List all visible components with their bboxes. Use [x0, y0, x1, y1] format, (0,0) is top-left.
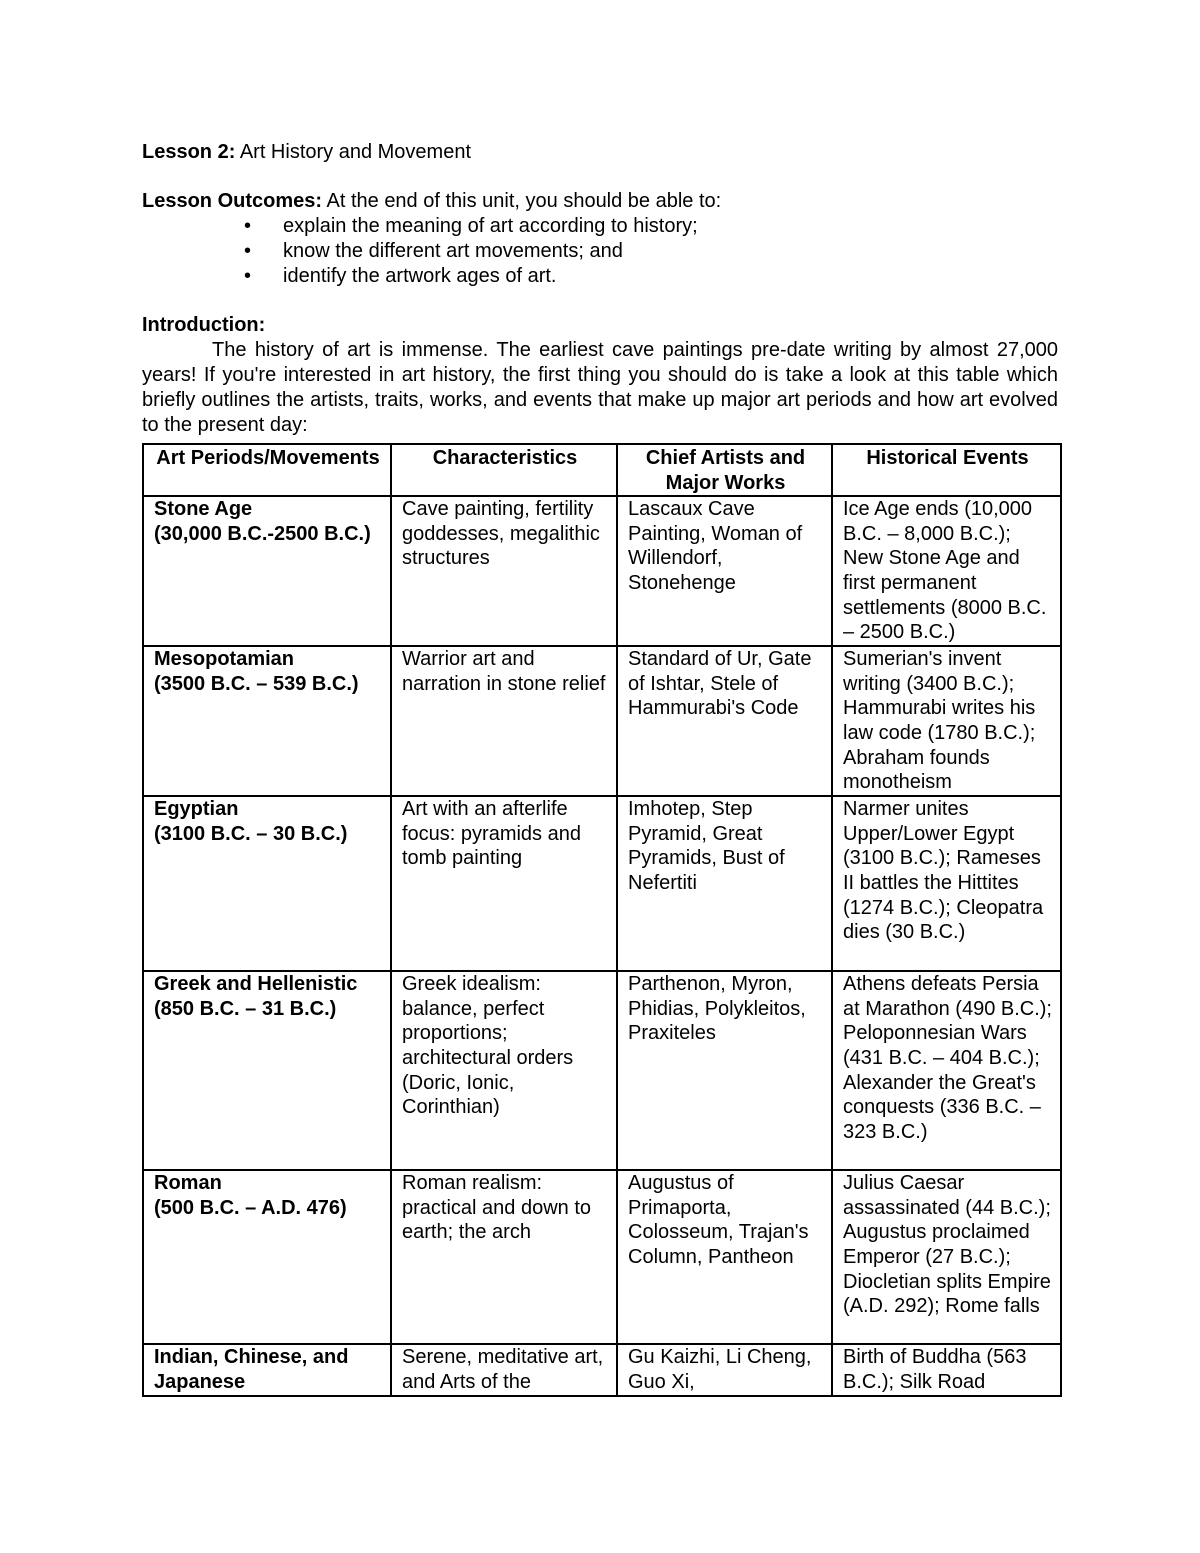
- introduction-heading: Introduction:: [142, 314, 266, 336]
- works-cell: Standard of Ur, Gate of Ishtar, Stele of Hammurabi's Code: [617, 646, 832, 796]
- events-cell: Birth of Buddha (563 B.C.); Silk Road: [832, 1344, 1061, 1396]
- characteristics-cell: Art with an afterlife focus: pyramids and tomb painting: [391, 796, 617, 971]
- table-header-row: [143, 444, 1061, 496]
- lesson-title: [142, 140, 1058, 165]
- lesson-name: Art History and Movement: [239, 141, 472, 163]
- events-cell: Narmer unites Upper/Lower Egypt (3100 B.C.); Rameses II battles the Hittites (1274 B.C.); Cleopatra dies (30 B.C.): [832, 796, 1061, 971]
- works-cell: Parthenon, Myron, Phidias, Polykleitos, Praxiteles: [617, 971, 832, 1170]
- lesson-label: Lesson 2:: [142, 141, 236, 163]
- period-cell: Mesopotamian (3500 B.C. – 539 B.C.): [143, 646, 391, 796]
- table-row: [143, 1344, 1061, 1396]
- characteristics-cell: Roman realism: practical and down to earth; the arch: [391, 1170, 617, 1344]
- characteristics-cell: Warrior art and narration in stone relief: [391, 646, 617, 796]
- characteristics-cell: Cave painting, fertility goddesses, megalithic structures: [391, 496, 617, 646]
- table-row: [143, 1170, 1061, 1344]
- characteristics-cell: Greek idealism: balance, perfect proportions; architectural orders (Doric, Ionic, Corinthian): [391, 971, 617, 1170]
- works-cell: Gu Kaizhi, Li Cheng, Guo Xi,: [617, 1344, 832, 1396]
- bullet-icon: •: [244, 265, 252, 287]
- period-cell: Indian, Chinese, and Japanese: [143, 1344, 391, 1396]
- works-cell: Augustus of Primaporta, Colosseum, Trajan's Column, Pantheon: [617, 1170, 832, 1344]
- period-cell: Greek and Hellenistic (850 B.C. – 31 B.C.): [143, 971, 391, 1170]
- events-cell: Sumerian's invent writing (3400 B.C.); Hammurabi writes his law code (1780 B.C.); Abraham founds monotheism: [832, 646, 1061, 796]
- header-characteristics: Characteristics: [391, 444, 617, 496]
- introduction-text: The history of art is immense. The earliest cave paintings pre-date writing by almost 27,000 years! If you're interested in art history, the first thing you should do is take a look at this table which briefly outlines the artists, traits, works, and events that make up major art periods and how art evolved to the present day:: [142, 339, 1058, 436]
- period-cell: Roman (500 B.C. – A.D. 476): [143, 1170, 391, 1344]
- list-item: • identify the artwork ages of art.: [244, 265, 557, 287]
- period-cell: Stone Age (30,000 B.C.-2500 B.C.): [143, 496, 391, 646]
- events-cell: Athens defeats Persia at Marathon (490 B.C.); Peloponnesian Wars (431 B.C. – 404 B.C.); Alexander the Great's conquests (336 B.C. – 323 B.C.): [832, 971, 1061, 1170]
- table-row: [143, 646, 1061, 796]
- outcomes-intro: At the end of this unit, you should be able to:: [326, 190, 722, 212]
- header-art-periods: Art Periods/Movements: [143, 444, 391, 496]
- outcomes-label: Lesson Outcomes:: [142, 190, 323, 212]
- works-cell: Imhotep, Step Pyramid, Great Pyramids, Bust of Nefertiti: [617, 796, 832, 971]
- table-row: [143, 971, 1061, 1170]
- header-historical-events: Historical Events: [832, 444, 1061, 496]
- list-item: • explain the meaning of art according to history;: [244, 215, 698, 237]
- header-chief-artists: Chief Artists and Major Works: [617, 444, 832, 496]
- table-row: [143, 496, 1061, 646]
- table-row: [143, 796, 1061, 971]
- bullet-icon: •: [244, 240, 252, 262]
- works-cell: Lascaux Cave Painting, Woman of Willendorf, Stonehenge: [617, 496, 832, 646]
- period-cell: Egyptian (3100 B.C. – 30 B.C.): [143, 796, 391, 971]
- art-history-table: [142, 443, 1062, 1397]
- bullet-icon: •: [244, 215, 252, 237]
- characteristics-cell: Serene, meditative art, and Arts of the: [391, 1344, 617, 1396]
- outcomes-list: [142, 214, 1058, 289]
- events-cell: Ice Age ends (10,000 B.C. – 8,000 B.C.); New Stone Age and first permanent settlements (8000 B.C. – 2500 B.C.): [832, 496, 1061, 646]
- document-page: [142, 140, 1058, 1397]
- events-cell: Julius Caesar assassinated (44 B.C.); Augustus proclaimed Emperor (27 B.C.); Diocletian splits Empire (A.D. 292); Rome falls: [832, 1170, 1061, 1344]
- lesson-outcomes: [142, 189, 1058, 214]
- list-item: • know the different art movements; and: [244, 240, 623, 262]
